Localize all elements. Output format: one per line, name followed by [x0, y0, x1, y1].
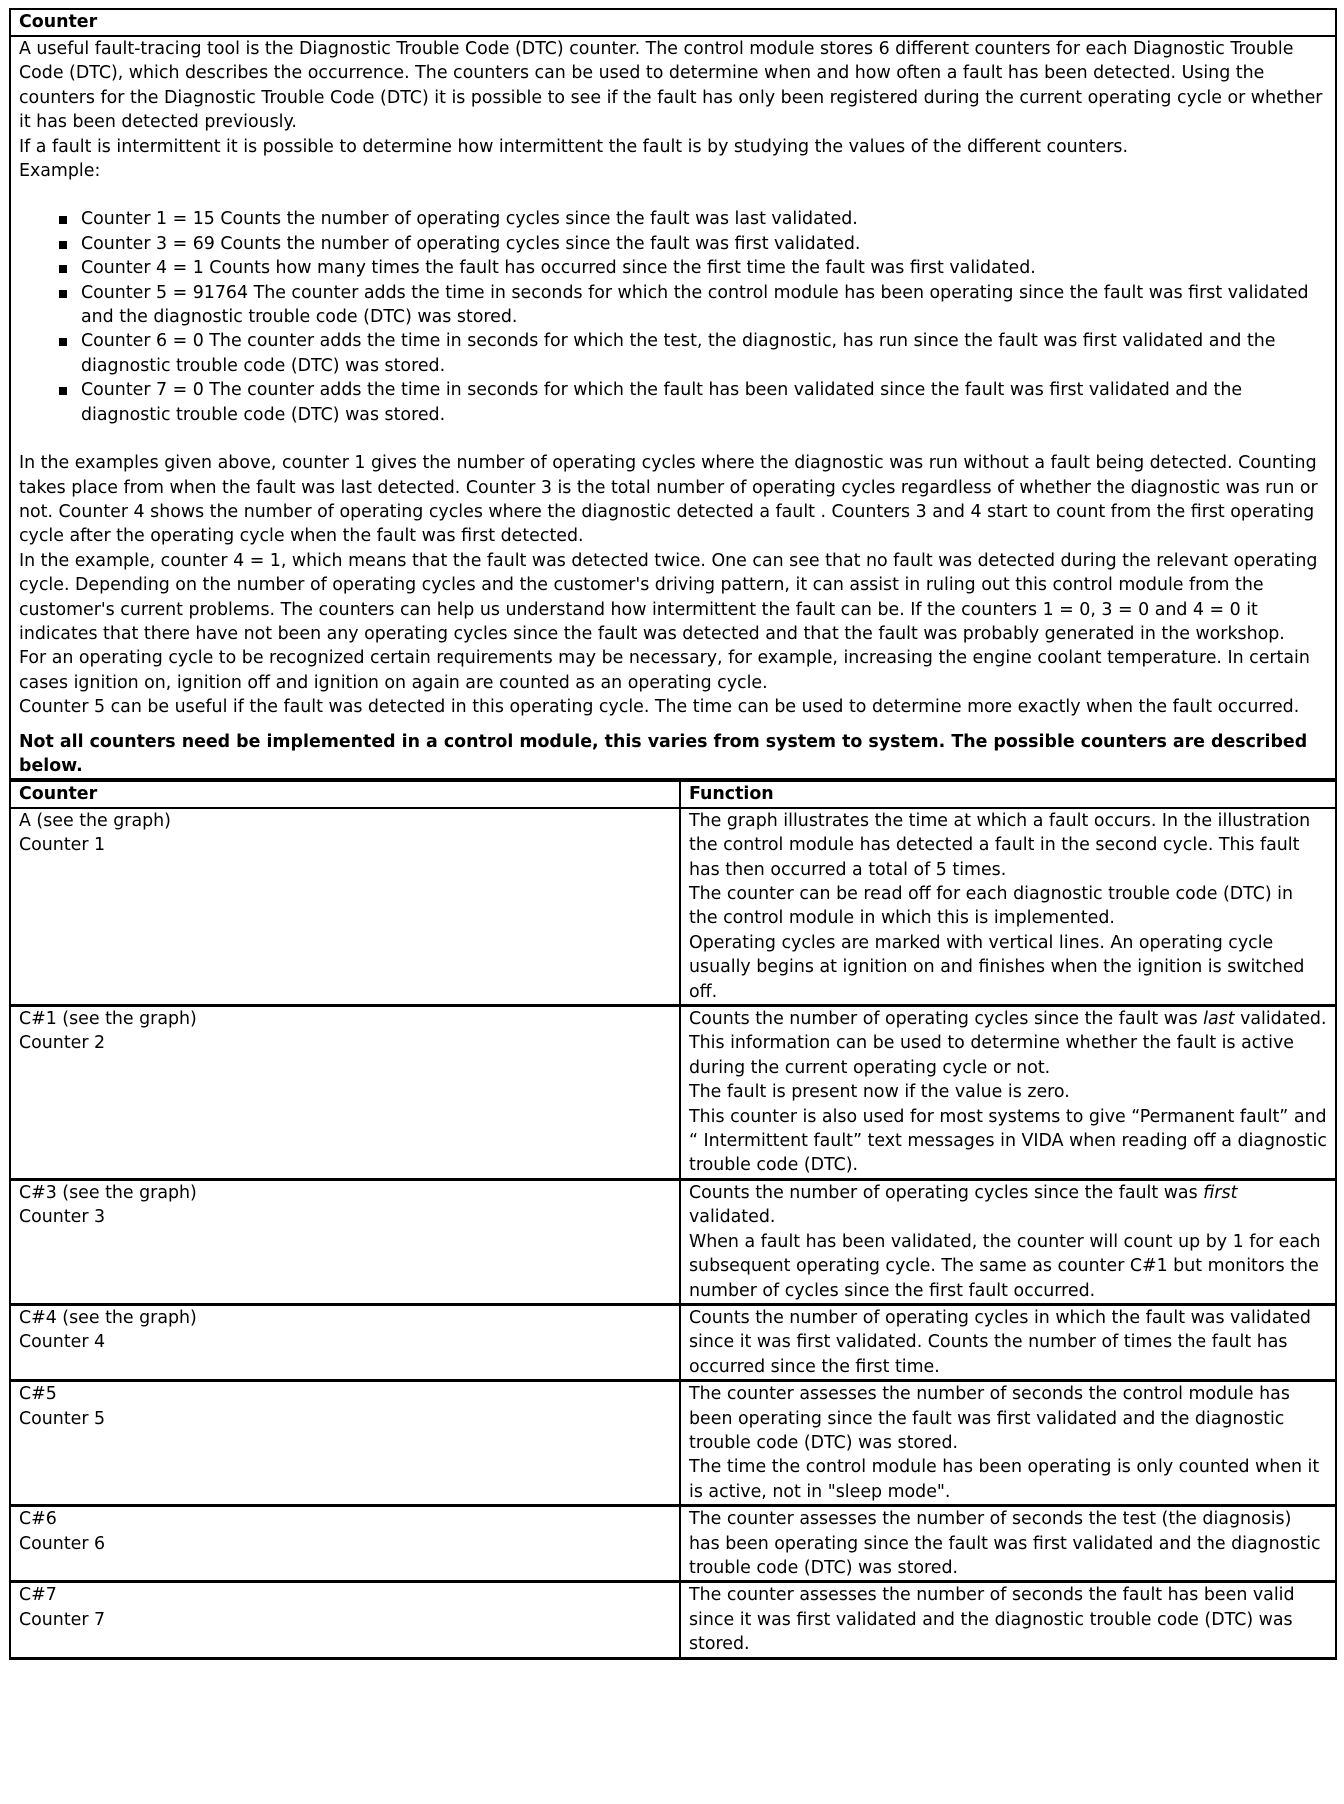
- note-paragraph: Not all counters need be implemented in a control module, this varies from system to system. The possible counters are described below.: [19, 731, 1308, 776]
- table-row: [11, 1304, 1335, 1380]
- function-cell: [680, 1506, 1335, 1582]
- list-item: Counter 7 = 0 The counter adds the time in seconds for which the fault has been validated since the fault was first validated and the diagnostic trouble code (DTC) was stored.: [81, 378, 1327, 427]
- counter-cell: [11, 1179, 680, 1304]
- intro-paragraph: A useful fault-tracing tool is the Diagnostic Trouble Code (DTC) counter. The control module stores 6 different counters for each Diagnostic Trouble Code (DTC), which describes the occurrence. The counters can be used to determine when and how often a fault has been detected. Using the counters for the Diagnostic Trouble Code (DTC) it is possible to see if the fault has only been registered during the current operating cycle or whether it has been detected previously.: [19, 39, 1323, 133]
- list-item: Counter 1 = 15 Counts the number of operating cycles since the fault was last validated.: [81, 207, 1327, 231]
- function-cell: [680, 1381, 1335, 1506]
- function-cell: [680, 808, 1335, 1006]
- table-row: [11, 1582, 1335, 1658]
- function-text-part: Counts the number of operating cycles since the fault was: [689, 1009, 1204, 1030]
- function-text: [689, 1007, 1327, 1031]
- function-text: The counter can be read off for each diagnostic trouble code (DTC) in the control module in which this is implemented.: [689, 884, 1294, 929]
- intro-section: [11, 37, 1335, 778]
- explanation-paragraph: For an operating cycle to be recognized certain requirements may be necessary, for example, increasing the engine coolant temperature. In certain cases ignition on, ignition off and ignition on again are counted as an operating cycle.: [19, 648, 1310, 693]
- counter-document: [9, 8, 1337, 1660]
- function-text: Operating cycles are marked with vertical lines. An operating cycle usually begins at ignition on and finishes when the ignition is switched off.: [689, 932, 1305, 1002]
- function-text: The fault is present now if the value is zero.: [689, 1082, 1070, 1103]
- list-item: Counter 5 = 91764 The counter adds the time in seconds for which the control module has been operating since the fault was first validated and the diagnostic trouble code (DTC) was stored.: [81, 281, 1327, 330]
- section-title: Counter: [11, 10, 1335, 37]
- table-row: [11, 1506, 1335, 1582]
- counter-id: C#7: [19, 1585, 57, 1606]
- counter-id: C#5: [19, 1384, 57, 1405]
- column-header-counter: Counter: [11, 780, 680, 807]
- function-cell: [680, 1582, 1335, 1658]
- function-cell: [680, 1006, 1335, 1180]
- function-text-part: validated.: [1234, 1009, 1327, 1030]
- counter-id: A (see the graph): [19, 810, 171, 831]
- table-row: [11, 808, 1335, 1006]
- counter-cell: [11, 1381, 680, 1506]
- counter-name: Counter 7: [19, 1609, 106, 1630]
- emphasis-text: first: [1203, 1182, 1238, 1203]
- emphasis-text: last: [1203, 1009, 1235, 1030]
- list-item: Counter 4 = 1 Counts how many times the fault has occurred since the first time the fault was first validated.: [81, 256, 1327, 280]
- function-text: [689, 1181, 1327, 1230]
- counter-name: Counter 3: [19, 1207, 106, 1228]
- counter-cell: [11, 1006, 680, 1180]
- function-text: The time the control module has been operating is only counted when it is active, not in "sleep mode".: [689, 1457, 1320, 1502]
- function-text: This information can be used to determine whether the fault is active during the current operating cycle or not.: [689, 1033, 1294, 1078]
- function-text: Counts the number of operating cycles in which the fault was validated since it was first validated. Counts the number of times the fault has occurred since the first time.: [689, 1307, 1311, 1377]
- column-header-function: Function: [680, 780, 1335, 807]
- list-item: Counter 6 = 0 The counter adds the time in seconds for which the test, the diagnostic, has run since the fault was first validated and the diagnostic trouble code (DTC) was stored.: [81, 329, 1327, 378]
- counter-id: C#4 (see the graph): [19, 1307, 197, 1328]
- function-text-part: validated.: [689, 1207, 776, 1228]
- function-text-part: Counts the number of operating cycles since the fault was: [689, 1182, 1204, 1203]
- counter-name: Counter 6: [19, 1533, 106, 1554]
- explanation-paragraph: Counter 5 can be useful if the fault was detected in this operating cycle. The time can be used to determine more exactly when the fault occurred.: [19, 697, 1300, 718]
- list-item: Counter 3 = 69 Counts the number of operating cycles since the fault was first validated.: [81, 232, 1327, 256]
- function-text: The graph illustrates the time at which a fault occurs. In the illustration the control module has detected a fault in the second cycle. This fault has then occurred a total of 5 times.: [689, 810, 1311, 880]
- counter-cell: [11, 1304, 680, 1380]
- function-text: The counter assesses the number of seconds the control module has been operating since the fault was first validated and the diagnostic trouble code (DTC) was stored.: [689, 1384, 1290, 1453]
- counter-name: Counter 2: [19, 1033, 106, 1054]
- explanation-paragraph: In the examples given above, counter 1 gives the number of operating cycles where the diagnostic was run without a fault being detected. Counting takes place from when the fault was last detected. Counter 3 is the total number of operating cycles regardless of whether the diagnostic was run or not. Counter 4 shows the number of operating cycles where the diagnostic detected a fault . Counters 3 and 4 start to count from the first operating cycle after the operating cycle when the fault was first detected.: [19, 453, 1318, 547]
- example-list: [19, 207, 1327, 427]
- function-text: The counter assesses the number of seconds the fault has been valid since it was first validated and the diagnostic trouble code (DTC) was stored.: [689, 1585, 1295, 1655]
- function-text: When a fault has been validated, the counter will count up by 1 for each subsequent operating cycle. The same as counter C#1 but monitors the number of cycles since the first fault occurred.: [689, 1231, 1321, 1301]
- function-text: This counter is also used for most systems to give “Permanent fault” and “ Intermittent fault” text messages in VIDA when reading off a diagnostic trouble code (DTC).: [689, 1106, 1327, 1176]
- counter-name: Counter 1: [19, 835, 106, 856]
- counter-name: Counter 4: [19, 1332, 106, 1353]
- counter-id: C#3 (see the graph): [19, 1182, 197, 1203]
- counter-id: C#6: [19, 1509, 57, 1530]
- counter-id: C#1 (see the graph): [19, 1009, 197, 1030]
- explanation-paragraph: In the example, counter 4 = 1, which means that the fault was detected twice. One can see that no fault was detected during the relevant operating cycle. Depending on the number of operating cycles and the customer's driving pattern, it can assist in ruling out this control module from the customer's current problems. The counters can help us understand how intermittent the fault can be. If the counters 1 = 0, 3 = 0 and 4 = 0 it indicates that there have not been any operating cycles since the fault was detected and that the fault was probably generated in the workshop.: [19, 550, 1318, 644]
- function-cell: [680, 1304, 1335, 1380]
- table-header-row: [11, 780, 1335, 807]
- counter-cell: [11, 1582, 680, 1658]
- table-row: [11, 1006, 1335, 1180]
- example-label: Example:: [19, 161, 101, 182]
- table-row: [11, 1381, 1335, 1506]
- counter-name: Counter 5: [19, 1408, 106, 1429]
- counter-cell: [11, 1506, 680, 1582]
- function-text: The counter assesses the number of seconds the test (the diagnosis) has been operating since the fault was first validated and the diagnostic trouble code (DTC) was stored.: [689, 1509, 1321, 1578]
- table-row: [11, 1179, 1335, 1304]
- counter-cell: [11, 808, 680, 1006]
- function-cell: [680, 1179, 1335, 1304]
- intro-paragraph: If a fault is intermittent it is possible to determine how intermittent the fault is by studying the values of the different counters.: [19, 136, 1128, 157]
- counter-table: [11, 778, 1335, 1659]
